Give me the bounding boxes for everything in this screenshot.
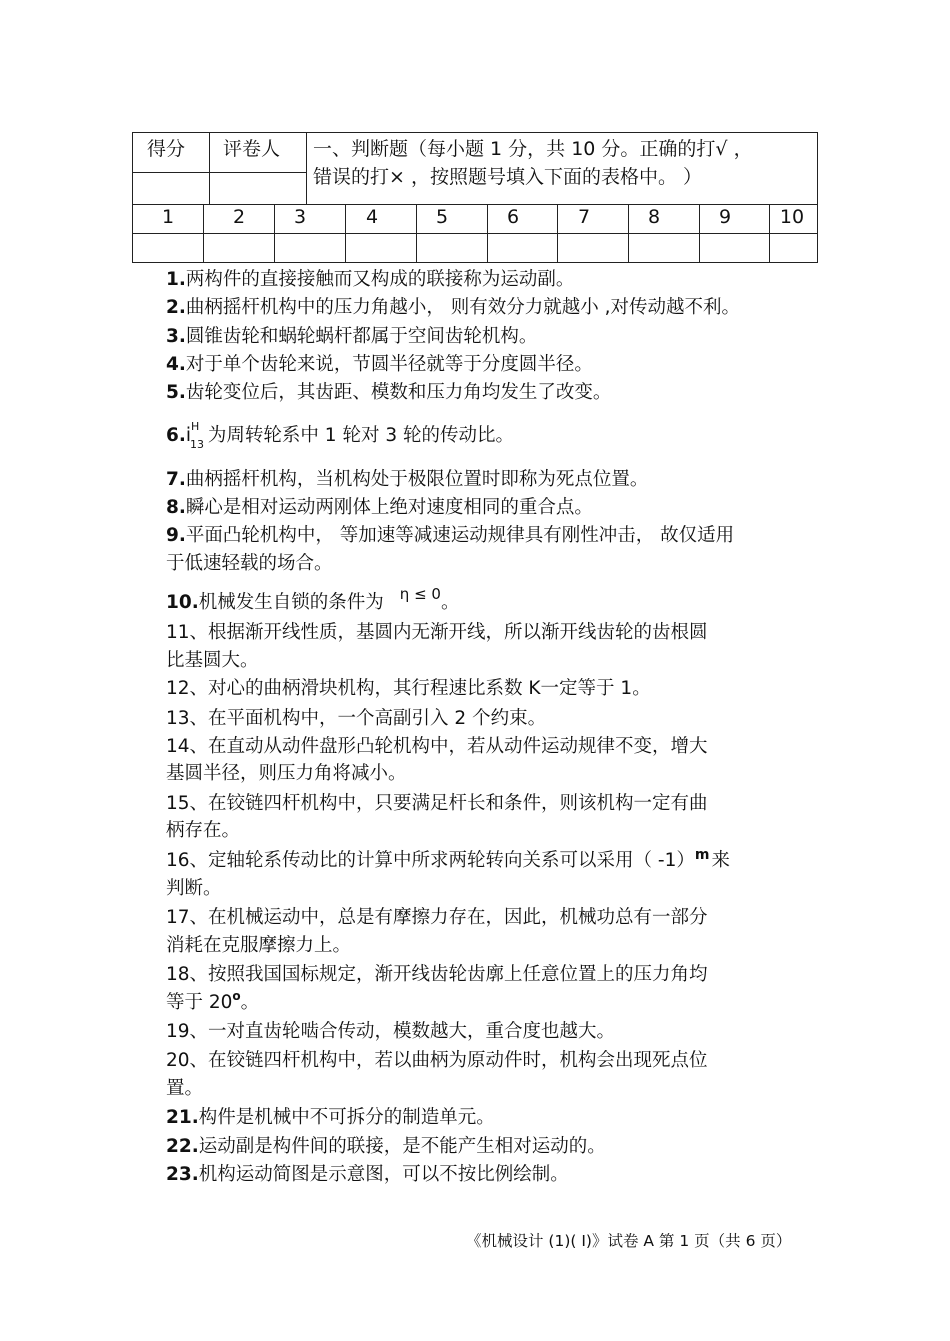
answer-number: 8 [647,206,661,228]
question-20: 20、在铰链四杆机构中，若以曲柄为原动件时，机构会出现死点位 [166,1050,708,1071]
question-1 [166,266,574,293]
divider [132,233,818,234]
question-18: 18、按照我国国标规定，渐开线齿轮齿廓上任意位置上的压力角均 [166,964,708,985]
question-number: 1. [166,269,186,290]
question-6 [166,421,514,449]
question-11: 11、根据渐开线性质，基圆内无渐开线，所以渐开线齿轮的齿根圆 [166,622,708,643]
question-number: 2. [166,297,186,318]
question-4 [166,351,593,378]
question-number: 8. [166,497,186,518]
question-10 [166,585,460,617]
question-text: 瞬心是相对运动两刚体上绝对速度相同的重合点。 [185,497,593,518]
question-text: 机械发生自锁的条件为 [198,592,384,613]
question-number: 3. [166,326,186,347]
question-11-continued: 比基圆大。 [166,650,259,671]
question-text: 为周转轮系中 1 轮对 3 轮的传动比。 [202,425,514,446]
question-number: 6. [166,425,186,446]
answer-number: 2 [232,206,246,228]
ratio-indices [190,420,205,451]
question-16 [166,847,730,876]
question-number: 21. [166,1107,199,1128]
question-20-continued: 置。 [166,1078,204,1099]
question-17: 17、在机械运动中，总是有摩擦力存在，因此，机械功总有一部分 [166,907,708,928]
instruction-line-2: 错误的打× ，按照题号填入下面的表格中。 ） [313,166,703,188]
question-17-continued: 消耗在克服摩擦力上。 [166,935,352,956]
score-label: 得分 [147,138,186,160]
answer-number: 5 [435,206,449,228]
question-23 [166,1161,569,1188]
question-text: 16、定轴轮系传动比的计算中所求两轮转向关系可以采用（ -1） [166,850,695,871]
question-15: 15、在铰链四杆机构中，只要满足杆长和条件，则该机构一定有曲 [166,793,708,814]
question-text: 齿轮变位后，其齿距、模数和压力角均发生了改变。 [185,382,612,403]
question-number: 5. [166,382,186,403]
question-14: 14、在直动从动件盘形凸轮机构中，若从动件运动规律不变，增大 [166,736,708,757]
question-number: 9. [166,525,186,546]
question-text-end: 。 [240,992,260,1013]
answer-number: 6 [506,206,520,228]
degree-sign: o [232,989,241,1003]
divider [132,172,307,173]
question-9 [166,522,734,549]
question-12: 12、对心的曲柄滑块机构，其行程速比系数 K一定等于 1。 [166,678,651,699]
answer-number: 7 [577,206,591,228]
ratio-subscript: 13 [190,438,205,451]
question-3 [166,323,537,350]
question-text-end: 来 [711,850,730,871]
question-21 [166,1104,495,1131]
ratio-superscript: H [191,420,200,433]
question-2 [166,294,740,321]
question-number: 7. [166,469,186,490]
page-footer: 《机械设计 (1)( Ⅰ)》试卷 A 第 1 页（共 6 页） [466,1232,792,1250]
question-text: 机构运动简图是示意图，可以不按比例绘制。 [198,1164,569,1185]
answer-number: 4 [365,206,379,228]
exponent-m: m [694,847,710,863]
grader-label: 评卷人 [223,138,281,160]
question-7 [166,466,648,493]
ratio-symbol: i [185,425,192,446]
question-text: 等于 20 [166,992,233,1013]
question-number: 4. [166,354,186,375]
question-number: 23. [166,1164,199,1185]
question-15-continued: 柄存在。 [166,820,241,841]
answer-number: 1 [161,206,175,228]
answer-number: 10 [779,206,805,228]
divider [132,204,818,205]
self-lock-formula: η ≤ 0 [399,585,441,603]
question-text: 构件是机械中不可拆分的制造单元。 [198,1107,495,1128]
question-text-end: 。 [440,592,460,613]
question-13: 13、在平面机构中，一个高副引入 2 个约束。 [166,708,547,729]
question-text: 平面凸轮机构中， 等加速等减速运动规律具有刚性冲击， 故仅适用 [185,525,735,546]
answer-number: 9 [718,206,732,228]
question-19: 19、一对直齿轮啮合传动，模数越大，重合度也越大。 [166,1021,616,1042]
question-5 [166,379,611,406]
question-16-continued: 判断。 [166,878,222,899]
question-22 [166,1133,606,1160]
question-text: 曲柄摇杆机构中的压力角越小， 则有效分力就越小 ,对传动越不利。 [185,297,741,318]
question-number: 10. [166,592,199,613]
question-text: 两构件的直接接触而又构成的联接称为运动副。 [185,269,575,290]
instruction-line-1: 一、判断题（每小题 1 分，共 10 分。正确的打√ ， [313,138,753,160]
question-8 [166,494,593,521]
divider [306,132,307,204]
question-14-continued: 基圆半径，则压力角将减小。 [166,763,407,784]
question-number: 22. [166,1136,199,1157]
question-9-continued: 于低速轻载的场合。 [166,553,333,574]
question-text: 对于单个齿轮来说，节圆半径就等于分度圆半径。 [185,354,593,375]
divider [209,132,210,204]
question-text: 曲柄摇杆机构，当机构处于极限位置时即称为死点位置。 [185,469,649,490]
question-text: 圆锥齿轮和蜗轮蜗杆都属于空间齿轮机构。 [185,326,538,347]
question-18-continued [166,989,259,1018]
answer-number: 3 [293,206,307,228]
question-text: 运动副是构件间的联接，是不能产生相对运动的。 [198,1136,606,1157]
